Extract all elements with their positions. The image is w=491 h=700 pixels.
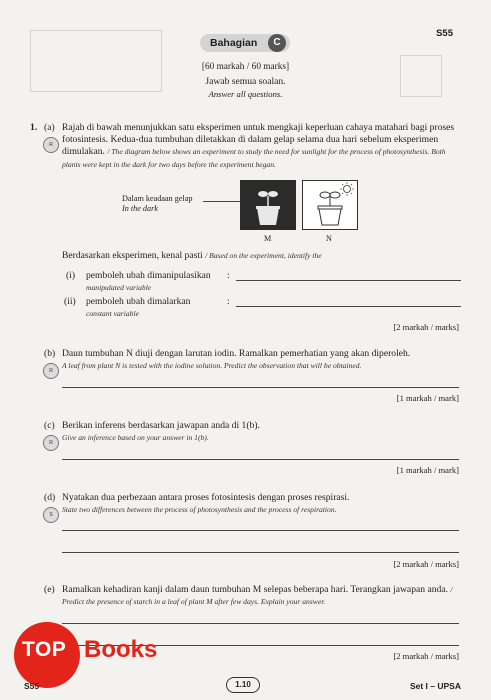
logo-text-top: TOP <box>22 638 67 661</box>
item-ii-ms: pemboleh ubah dimalarkan <box>86 296 191 307</box>
label-pointer-line <box>203 201 240 202</box>
plant-m-icon <box>240 180 296 230</box>
footer-code: S55 <box>24 681 40 691</box>
instruction-en: Answer all questions. <box>208 89 283 99</box>
part-a-intro-ms: Rajah di bawah menunjukkan satu eksperimen untuk mengkaji keperluan cahaya matahari bagi proses fotosintesis. Kedua-dua tumbuhan diletakkan di dalam gelap selama dua hari sebelum eksperimen dimulakan. <box>62 122 455 158</box>
item-i-answer-line[interactable] <box>236 280 461 281</box>
part-d-text-ms: Nyatakan dua perbezaan antara proses fotosintesis dengan proses respirasi. <box>62 492 350 503</box>
part-b-text-en: A leaf from plant N is tested with the iodine solution. Predict the observation that will be obtained. <box>62 361 362 370</box>
part-a-intro <box>62 122 462 171</box>
part-c-answer-line[interactable] <box>62 459 459 460</box>
part-d-answer-line-2[interactable] <box>62 552 459 553</box>
plant-n-light-box <box>302 180 358 230</box>
level-r-badge: R <box>43 363 59 379</box>
part-e-text-en: / Predict the presence of starch in a leaf of plant M after few days. Explain your answer. <box>62 585 453 607</box>
plant-n-label: N <box>326 234 332 243</box>
part-b-label: (b) <box>44 348 56 359</box>
level-s-badge: S <box>43 507 59 523</box>
part-e-text-ms: Ramalkan kehadiran kanji dalam daun tumbuhan M selepas beberapa hari. Terangkan jawapan anda. <box>62 584 448 595</box>
part-c-label: (c) <box>44 420 55 431</box>
part-e-text <box>62 584 472 608</box>
logo-text-books: Books <box>84 636 158 663</box>
plant-m-label: M <box>264 234 272 243</box>
part-a-prompt-en: / Based on the experiment, identify the <box>205 251 322 260</box>
part-b-marks: [1 markah / mark] <box>396 393 459 403</box>
level-r-badge: R <box>43 137 59 153</box>
part-a-intro-en: / The diagram below shows an experiment to study the need for sunlight for the process of photosynthesis. Both plants were kept in the dark for two days before the experiment began. <box>62 147 446 169</box>
page-number: 1.10 <box>226 677 260 693</box>
part-c-marks: [1 markah / mark] <box>396 465 459 475</box>
part-a-prompt-ms: Berdasarkan eksperimen, kenal pasti <box>62 250 203 261</box>
dark-label-ms: Dalam keadaan gelap <box>122 194 193 203</box>
item-i-ms: pemboleh ubah dimanipulasikan <box>86 270 211 281</box>
page-code-top: S55 <box>436 28 453 39</box>
item-i-number: (i) <box>66 270 76 281</box>
part-d-text-en: State two differences between the process of photosynthesis and the process of respiration. <box>62 505 337 514</box>
question-number: 1. <box>30 122 38 133</box>
footer-set-label: Set I – UPSA <box>409 681 461 691</box>
item-i-en: manipulated variable <box>86 283 152 292</box>
sun-icon <box>344 186 351 193</box>
plant-m-dark-box <box>240 180 296 230</box>
item-ii-en: constant variable <box>86 309 139 318</box>
part-e-answer-line-1[interactable] <box>62 623 459 624</box>
item-ii-answer-line[interactable] <box>236 306 461 307</box>
part-b-text-ms: Daun tumbuhan N diuji dengan larutan iodin. Ramalkan pemerhatian yang akan diperoleh. <box>62 348 411 359</box>
part-a-prompt <box>62 250 472 262</box>
part-d-answer-line-1[interactable] <box>62 530 459 531</box>
part-d-marks: [2 markah / marks] <box>393 559 459 569</box>
dark-label-en: In the dark <box>122 204 158 213</box>
part-e-label: (e) <box>44 584 55 595</box>
part-d-label: (d) <box>44 492 56 503</box>
marks-total: [60 markah / 60 marks] <box>201 62 290 72</box>
instruction-ms: Jawab semua soalan. <box>205 76 286 87</box>
part-e-marks: [2 markah / marks] <box>393 651 459 661</box>
section-letter: C <box>268 34 286 52</box>
level-r-badge: R <box>43 435 59 451</box>
part-c-text-ms: Berikan inferens berdasarkan jawapan anda di 1(b). <box>62 420 260 431</box>
part-c-text-en: Give an inference based on your answer in 1(b). <box>62 433 209 442</box>
item-ii-colon: : <box>227 296 230 307</box>
part-a-label: (a) <box>44 122 55 133</box>
part-a-marks: [2 markah / marks] <box>393 322 459 332</box>
section-label: Bahagian <box>200 34 290 52</box>
part-b-answer-line[interactable] <box>62 387 459 388</box>
item-ii-number: (ii) <box>64 296 76 307</box>
item-i-colon: : <box>227 270 230 281</box>
plant-n-icon <box>303 181 357 229</box>
